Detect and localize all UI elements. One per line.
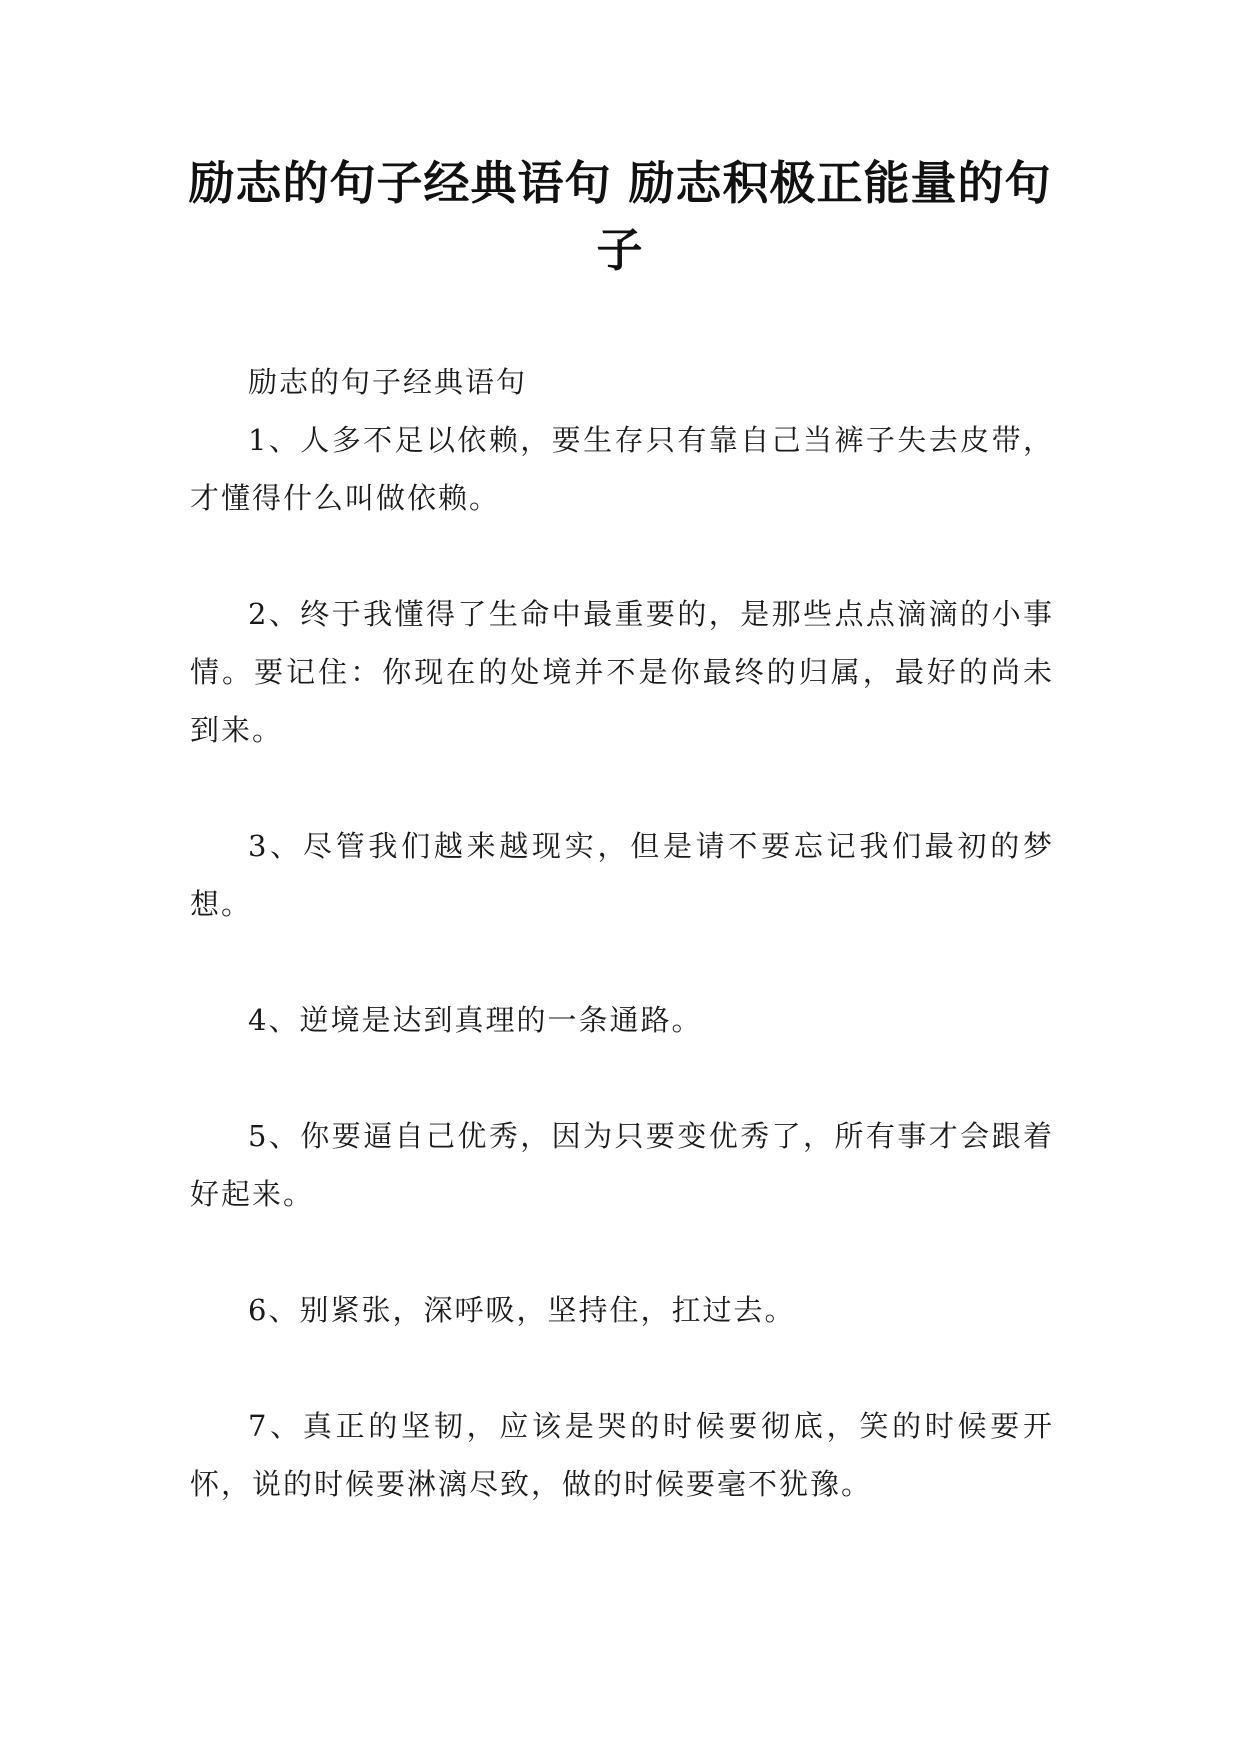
- paragraph-3: 3、尽管我们越来越现实，但是请不要忘记我们最初的梦想。: [190, 829, 1054, 921]
- paragraph-1: 1、人多不足以依赖，要生存只有靠自己当裤子失去皮带，才懂得什么叫做依赖。: [190, 423, 1054, 515]
- paragraph-7: 7、真正的坚韧，应该是哭的时候要彻底，笑的时候要开怀，说的时候要淋漓尽致，做的时候要毫不犹豫。: [190, 1409, 1054, 1501]
- document-body: [190, 353, 1054, 1513]
- paragraph-4: 4、逆境是达到真理的一条通路。: [248, 1003, 703, 1037]
- section-heading: 励志的句子经典语句: [248, 365, 528, 399]
- paragraph-2: 2、终于我懂得了生命中最重要的，是那些点点滴滴的小事情。要记住：你现在的处境并不是你最终的归属，最好的尚未到来。: [190, 597, 1054, 747]
- paragraph-5: 5、你要逼自己优秀，因为只要变优秀了，所有事才会跟着好起来。: [190, 1119, 1054, 1211]
- paragraph-6: 6、别紧张，深呼吸，坚持住，扛过去。: [248, 1293, 796, 1327]
- document-title: 励志的句子经典语句 励志积极正能量的句子: [188, 156, 1052, 277]
